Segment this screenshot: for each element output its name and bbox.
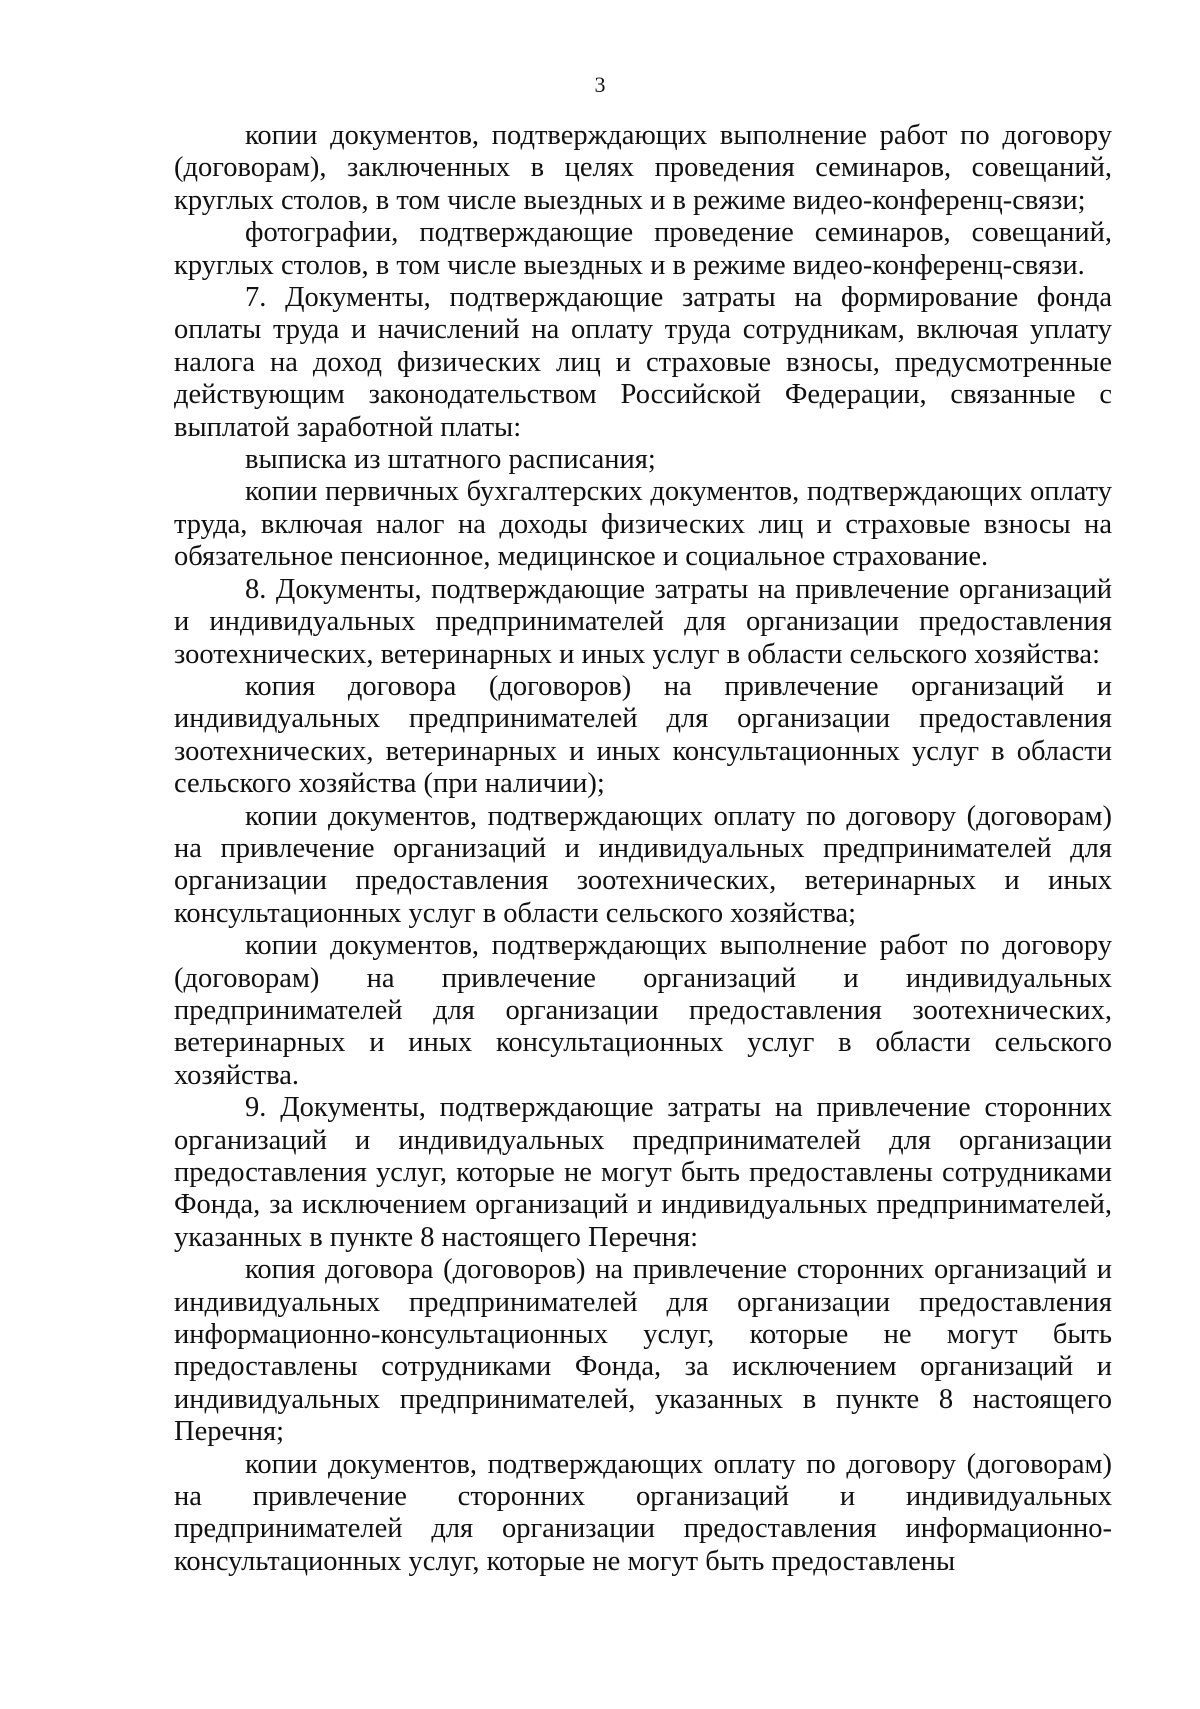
- paragraph: копии документов, подтверждающих оплату по договору (договорам) на привлечение сторонних организаций и индивидуальных предпринимателей для организации предоставления информационно-консультационных услуг, которые не могут быть предоставлены: [174, 1448, 1112, 1577]
- paragraph: копии документов, подтверждающих оплату по договору (договорам) на привлечение организаций и индивидуальных предпринимателей для организации предоставления зоотехнических, ветеринарных и иных консультационных услуг в области сельского хозяйства;: [174, 800, 1112, 929]
- paragraph: копия договора (договоров) на привлечение сторонних организаций и индивидуальных предпринимателей для организации предоставления информационно-консультационных услуг, которые не могут быть предоставлены сотрудниками Фонда, за исключением организаций и индивидуальных предпринимателей, указанных в пункте 8 настоящего Перечня;: [174, 1254, 1112, 1448]
- page-number: 3: [594, 72, 606, 97]
- document-body: [174, 120, 1112, 1578]
- paragraph: копии документов, подтверждающих выполнение работ по договору (договорам) на привлечение организаций и индивидуальных предпринимателей для организации предоставления зоотехнических, ветеринарных и иных консультационных услуг в области сельского хозяйства.: [174, 930, 1112, 1091]
- paragraph: копии документов, подтверждающих выполнение работ по договору (договорам), заключенных в целях проведения семинаров, совещаний, круглых столов, в том числе выездных и в режиме видео-конференц-связи;: [174, 120, 1112, 216]
- paragraph: выписка из штатного расписания;: [245, 444, 656, 476]
- paragraph: копии первичных бухгалтерских документов, подтверждающих оплату труда, включая налог на доходы физических лиц и страховые взносы на обязательное пенсионное, медицинское и социальное страхование.: [174, 476, 1112, 573]
- paragraph: фотографии, подтверждающие проведение семинаров, совещаний, круглых столов, в том числе выездных и в режиме видео-конференц-связи.: [174, 217, 1112, 281]
- paragraph: копия договора (договоров) на привлечение организаций и индивидуальных предпринимателей для организации предоставления зоотехнических, ветеринарных и иных консультационных услуг в области сельского хозяйства (при наличии);: [174, 670, 1112, 800]
- paragraph: 9. Документы, подтверждающие затраты на привлечение сторонних организаций и индивидуальных предпринимателей для организации предоставления услуг, которые не могут быть предоставлены сотрудниками Фонда, за исключением организаций и индивидуальных предпринимателей, указанных в пункте 8 настоящего Перечня:: [174, 1092, 1112, 1253]
- paragraph: 8. Документы, подтверждающие затраты на привлечение организаций и индивидуальных предпринимателей для организации предоставления зоотехнических, ветеринарных и иных услуг в области сельского хозяйства:: [174, 573, 1112, 670]
- paragraph: 7. Документы, подтверждающие затраты на формирование фонда оплаты труда и начислений на оплату труда сотрудникам, включая уплату налога на доход физических лиц и страховые взносы, предусмотренные действующим законодательством Российской Федерации, связанные с выплатой заработной платы:: [174, 282, 1112, 443]
